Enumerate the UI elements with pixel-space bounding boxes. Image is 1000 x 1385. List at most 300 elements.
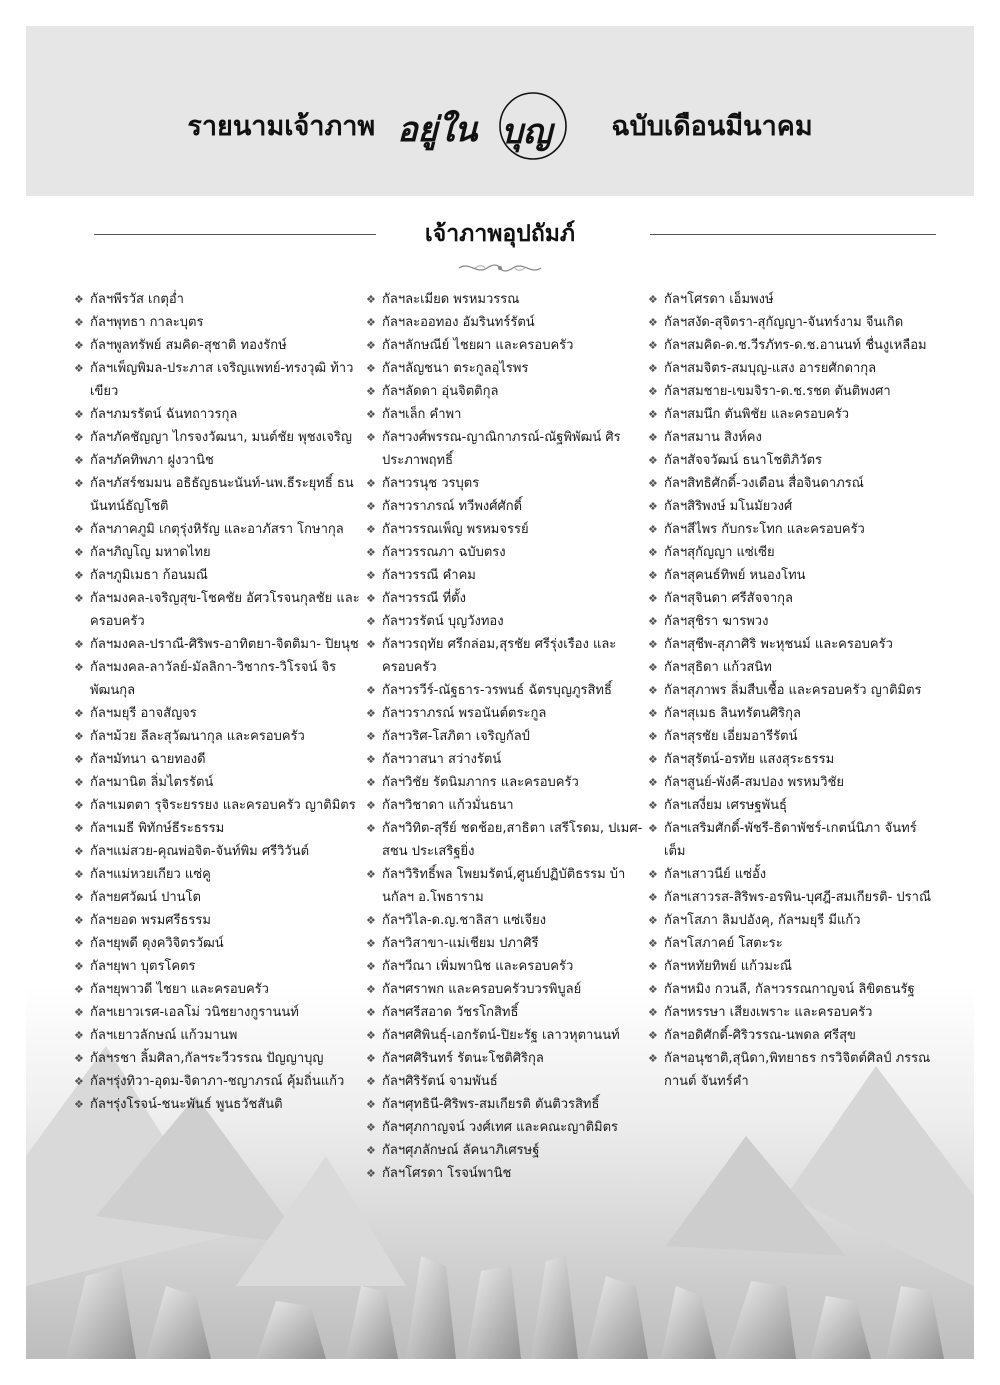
sponsor-entry <box>366 679 656 702</box>
diamond-bullet-icon: ❖ <box>366 615 376 628</box>
sponsor-entry <box>366 794 656 817</box>
title-right: ฉบับเดือนมีนาคม <box>611 110 813 142</box>
sponsor-name: กัลฯละออทอง อัมรินทร์รัตน์ <box>382 315 535 330</box>
sponsor-name: กัลฯแม่สวย-คุณพ่อจิต-จันท์พิม ศรีวิวันต์ <box>90 844 310 859</box>
sponsor-entry <box>648 1024 938 1047</box>
diamond-bullet-icon: ❖ <box>74 868 84 881</box>
page-frame <box>26 26 974 1359</box>
sponsor-name: กัลฯศุทธินี-ศิริพร-สมเกียรติ ตันติวรสิทธิ์ <box>382 1097 600 1112</box>
diamond-bullet-icon: ❖ <box>366 707 376 720</box>
sponsor-entry <box>366 1093 656 1116</box>
sponsor-name: กัลฯสุเมธ ลินทรัตนศิริกุล <box>664 706 801 721</box>
diamond-bullet-icon: ❖ <box>74 707 84 720</box>
sponsor-entry <box>648 932 938 955</box>
sponsor-entry <box>74 863 364 886</box>
sponsor-name: กัลฯวรนุช วรบุตร <box>382 476 480 491</box>
diamond-bullet-icon: ❖ <box>74 546 84 559</box>
sponsor-entry <box>648 426 938 449</box>
sponsor-name: กัลฯมยุรี อาจสัญจร <box>90 706 197 721</box>
diamond-bullet-icon: ❖ <box>74 1098 84 1111</box>
diamond-bullet-icon: ❖ <box>366 684 376 697</box>
sponsor-column-3 <box>648 288 938 1093</box>
sponsor-name: กัลฯศิริรัตน์ จามพันธ์ <box>382 1074 498 1089</box>
diamond-bullet-icon: ❖ <box>74 822 84 835</box>
sponsor-name: กัลฯภาคภูมิ เกตุรุ่งหิรัญ และอาภัสรา โกษากุล <box>90 522 344 537</box>
sponsor-entry <box>648 357 938 380</box>
sponsor-name: กัลฯเมตตา รุจิระยรรยง และครอบครัว ญาติมิตร <box>90 798 356 813</box>
sponsor-name: กัลฯลักษณีย์ ไชยผา และครอบครัว <box>382 338 574 353</box>
diamond-bullet-icon: ❖ <box>74 638 84 651</box>
diamond-bullet-icon: ❖ <box>648 615 658 628</box>
diamond-bullet-icon: ❖ <box>366 362 376 375</box>
diamond-bullet-icon: ❖ <box>366 500 376 513</box>
diamond-bullet-icon: ❖ <box>366 1029 376 1042</box>
sponsor-name: กัลฯเสาวนีย์ แซ่อั้ง <box>664 867 767 882</box>
sponsor-name: กัลฯวิชาดา แก้วมั่นธนา <box>382 798 514 813</box>
sponsor-entry <box>366 1047 656 1070</box>
sponsor-entry <box>366 1162 656 1185</box>
diamond-bullet-icon: ❖ <box>366 546 376 559</box>
diamond-bullet-icon: ❖ <box>648 454 658 467</box>
sponsor-name: กัลฯวิทิต-สุรีย์ ชดช้อย,สาธิตา เสรีโรดม, ปเมศ-สชน ประเสริฐยิ่ง <box>382 821 643 859</box>
sponsor-name: กัลฯวรรณภา ฉบับตรง <box>382 545 506 560</box>
diamond-bullet-icon: ❖ <box>648 753 658 766</box>
diamond-bullet-icon: ❖ <box>366 730 376 743</box>
sponsor-name: กัลฯหรรษา เสียงเพราะ และครอบครัว <box>664 1005 873 1020</box>
diamond-bullet-icon: ❖ <box>74 592 84 605</box>
sponsor-name: กัลฯวราภรณ์ พรอนันต์ตระกูล <box>382 706 547 721</box>
diamond-bullet-icon: ❖ <box>74 776 84 789</box>
diamond-bullet-icon: ❖ <box>648 937 658 950</box>
diamond-bullet-icon: ❖ <box>648 684 658 697</box>
sponsor-entry <box>648 495 938 518</box>
sponsor-name: กัลฯสมคิด-ด.ช.วีรภัทร-ด.ช.อานนท์ ชื่นงูเหลือม <box>664 338 927 353</box>
sponsor-entry <box>74 426 364 449</box>
sponsor-entry <box>366 1070 656 1093</box>
sponsor-entry <box>74 1047 364 1070</box>
diamond-bullet-icon: ❖ <box>74 799 84 812</box>
sponsor-name: กัลฯวรรัตน์ บุญวังทอง <box>382 614 504 629</box>
sponsor-entry <box>74 748 364 771</box>
diamond-bullet-icon: ❖ <box>366 385 376 398</box>
sponsor-entry <box>74 794 364 817</box>
sponsor-entry <box>648 863 938 886</box>
sponsor-name: กัลฯสุคนธ์ทิพย์ หนองโทน <box>664 568 806 583</box>
diamond-bullet-icon: ❖ <box>648 592 658 605</box>
diamond-bullet-icon: ❖ <box>366 1006 376 1019</box>
section-heading-text: เจ้าภาพอุปถัมภ์ <box>424 221 576 247</box>
diamond-bullet-icon: ❖ <box>74 845 84 858</box>
sponsor-name: กัลฯแม่หวยเกียว แซ่คู <box>90 867 211 882</box>
sponsor-name: กัลฯรชา ลิ้มศิลา,กัลฯระวีวรรณ ปัญญาบุญ <box>90 1051 324 1066</box>
diamond-bullet-icon: ❖ <box>648 661 658 674</box>
sponsor-name: กัลฯยุพาวดี ไชยา และครอบครัว <box>90 982 269 997</box>
diamond-bullet-icon: ❖ <box>74 408 84 421</box>
sponsor-entry <box>366 702 656 725</box>
sponsor-name: กัลฯสุกัญญา แซ่เซีย <box>664 545 775 560</box>
sponsor-entry <box>74 840 364 863</box>
sponsor-entry <box>366 541 656 564</box>
diamond-bullet-icon: ❖ <box>648 1006 658 1019</box>
sponsor-entry <box>648 909 938 932</box>
sponsor-name: กัลฯสุจินดา ศรีสัจจากุล <box>664 591 793 606</box>
sponsor-entry <box>366 357 656 380</box>
sponsor-name: กัลฯศศิรินทร์ รัตนะโชติศิริกุล <box>382 1051 544 1066</box>
diamond-bullet-icon: ❖ <box>648 822 658 835</box>
diamond-bullet-icon: ❖ <box>74 477 84 490</box>
diamond-bullet-icon: ❖ <box>74 1075 84 1088</box>
diamond-bullet-icon: ❖ <box>74 983 84 996</box>
diamond-bullet-icon: ❖ <box>366 983 376 996</box>
sponsor-entry <box>74 1024 364 1047</box>
sponsor-name: กัลฯโศรดา เอ็มพงษ์ <box>664 292 774 307</box>
sponsor-name: กัลฯลัญชนา ตระกูลอุไรพร <box>382 361 529 376</box>
diamond-bullet-icon: ❖ <box>648 569 658 582</box>
sponsor-name: กัลฯมงคล-ลาวัลย์-มัลลิกา-วิชากร-วิโรจน์ จิรพัฒนกุล <box>90 660 337 698</box>
diamond-bullet-icon: ❖ <box>648 960 658 973</box>
sponsor-entry <box>74 357 364 403</box>
sponsor-name: กัลฯวรรณี คำคม <box>382 568 476 583</box>
sponsor-entry <box>648 702 938 725</box>
sponsor-name: กัลฯวรวีร์-ณัฐธาร-วรพนธ์ ฉัตรบุญภูรสิทธิ์ <box>382 683 612 698</box>
sponsor-name: กัลฯเยาวลักษณ์ แก้วมานพ <box>90 1028 238 1043</box>
diamond-bullet-icon: ❖ <box>74 316 84 329</box>
sponsor-name: กัลฯสุชิรา ฆารพวง <box>664 614 769 629</box>
sponsor-entry <box>648 794 938 817</box>
sponsor-entry <box>74 725 364 748</box>
sponsor-column-2 <box>366 288 656 1185</box>
sponsor-entry <box>366 288 656 311</box>
sponsor-entry <box>366 1116 656 1139</box>
diamond-bullet-icon: ❖ <box>366 1144 376 1157</box>
sponsor-name: กัลฯสมชาย-เขมจิรา-ด.ช.รชต ตันติพงศา <box>664 384 891 399</box>
sponsor-name: กัลฯโศรดา โรจน์พานิช <box>382 1166 512 1181</box>
sponsor-name: กัลฯเสาวรส-สิริพร-อรพิน-บุศฎี-สมเกียรติ- ปราณี <box>664 890 932 905</box>
sponsor-entry <box>366 771 656 794</box>
diamond-bullet-icon: ❖ <box>648 408 658 421</box>
sponsor-entry <box>366 748 656 771</box>
sponsor-entry <box>74 978 364 1001</box>
diamond-bullet-icon: ❖ <box>648 339 658 352</box>
diamond-bullet-icon: ❖ <box>648 1052 658 1065</box>
sponsor-entry <box>74 702 364 725</box>
diamond-bullet-icon: ❖ <box>366 408 376 421</box>
sponsor-entry <box>74 909 364 932</box>
diamond-bullet-icon: ❖ <box>366 822 376 835</box>
diamond-bullet-icon: ❖ <box>366 316 376 329</box>
sponsor-entry <box>648 564 938 587</box>
logo-text-b: บุญ <box>501 112 552 152</box>
diamond-bullet-icon: ❖ <box>648 868 658 881</box>
sponsor-name: กัลฯภิญโญ มหาดไทย <box>90 545 211 560</box>
section-heading <box>26 212 974 256</box>
diamond-bullet-icon: ❖ <box>366 638 376 651</box>
sponsor-column-1 <box>74 288 364 1116</box>
sponsor-name: กัลฯวาสนา สว่างรัตน์ <box>382 752 502 767</box>
sponsor-name: กัลฯเสงี่ยม เศรษฐพันธุ์ <box>664 798 787 813</box>
diamond-bullet-icon: ❖ <box>366 293 376 306</box>
title-left: รายนามเจ้าภาพ <box>187 110 376 142</box>
sponsor-entry <box>74 932 364 955</box>
diamond-bullet-icon: ❖ <box>648 1029 658 1042</box>
diamond-bullet-icon: ❖ <box>74 730 84 743</box>
sponsor-entry <box>74 817 364 840</box>
sponsor-entry <box>366 932 656 955</box>
header-title <box>26 90 974 160</box>
diamond-bullet-icon: ❖ <box>366 1075 376 1088</box>
diamond-bullet-icon: ❖ <box>74 293 84 306</box>
scroll-ornament-icon <box>455 260 545 276</box>
sponsor-name: กัลฯวงศ์พรรณ-ญาณิกาภรณ์-ณัฐพิพัฒน์ ศิรประภาพฤทธิ์ <box>382 430 621 468</box>
sponsor-name: กัลฯภูมิเมธา ก้อนมณี <box>90 568 208 583</box>
sponsor-entry <box>648 610 938 633</box>
sponsor-entry <box>648 380 938 403</box>
sponsor-name: กัลฯศรีสอาด วัชรโกสิทธิ์ <box>382 1005 519 1020</box>
sponsor-entry <box>366 955 656 978</box>
sponsor-entry <box>648 978 938 1001</box>
sponsor-entry <box>366 610 656 633</box>
diamond-bullet-icon: ❖ <box>648 983 658 996</box>
magazine-logo <box>393 90 593 160</box>
sponsor-name: กัลฯมงคล-ปราณี-ศิริพร-อาทิตยา-จิตติมา- ปิยนุช <box>90 637 359 652</box>
heading-rule-left <box>94 234 376 235</box>
sponsor-name: กัลฯสัจจวัฒน์ ธนาโชติภิวัตร <box>664 453 823 468</box>
sponsor-entry <box>648 472 938 495</box>
diamond-bullet-icon: ❖ <box>74 960 84 973</box>
diamond-bullet-icon: ❖ <box>648 776 658 789</box>
sponsor-name: กัลฯโสภาคย์ โสตะระ <box>664 936 783 951</box>
sponsor-name: กัลฯสุภาพร ลิ่มสืบเชื้อ และครอบครัว ญาติมิตร <box>664 683 922 698</box>
diamond-bullet-icon: ❖ <box>74 914 84 927</box>
sponsor-entry <box>366 403 656 426</box>
sponsor-name: กัลฯยุพดี ตุงควิจิตรวัฒน์ <box>90 936 224 951</box>
sponsor-entry <box>74 288 364 311</box>
sponsor-entry <box>366 909 656 932</box>
logo-text-a: อยู่ใน <box>397 110 478 150</box>
sponsor-entry <box>648 817 938 863</box>
diamond-bullet-icon: ❖ <box>648 293 658 306</box>
sponsor-entry <box>648 725 938 748</box>
diamond-bullet-icon: ❖ <box>74 431 84 444</box>
diamond-bullet-icon: ❖ <box>366 753 376 766</box>
sponsor-name: กัลฯม้วย ลีละสุวัฒนากุล และครอบครัว <box>90 729 305 744</box>
diamond-bullet-icon: ❖ <box>366 960 376 973</box>
diamond-bullet-icon: ❖ <box>648 730 658 743</box>
diamond-bullet-icon: ❖ <box>366 937 376 950</box>
sponsor-name: กัลฯรุ่งทิวา-อุดม-จิดาภา-ชญาภรณ์ คุ้มถิ่นแก้ว <box>90 1074 345 1089</box>
sponsor-entry <box>366 426 656 472</box>
diamond-bullet-icon: ❖ <box>74 1006 84 1019</box>
sponsor-name: กัลฯเพ็ญพิมล-ประภาส เจริญแพทย์-ทรงวุฒิ ท้าวเขียว <box>90 361 354 399</box>
sponsor-name: กัลฯศศิพินธุ์-เอกรัตน์-ปิยะรัฐ เลาวหุตานนท์ <box>382 1028 620 1043</box>
diamond-bullet-icon: ❖ <box>648 799 658 812</box>
sponsor-name: กัลฯวิสาขา-แม่เชียม ปภาศิรี <box>382 936 539 951</box>
sponsor-entry <box>648 748 938 771</box>
diamond-bullet-icon: ❖ <box>366 592 376 605</box>
sponsor-name: กัลฯเสริมศักดิ์-พัชรี-ธิดาพัชร์-เกตน์นิภา จันทร์เต็ม <box>664 821 917 859</box>
sponsor-name: กัลฯพุทธา กาละบุตร <box>90 315 204 330</box>
sponsor-columns <box>74 288 954 1188</box>
diamond-bullet-icon: ❖ <box>74 891 84 904</box>
sponsor-name: กัลฯศุภลักษณ์ ลัคนาภิเศรษฐ์ <box>382 1143 540 1158</box>
sponsor-entry <box>648 449 938 472</box>
sponsor-entry <box>366 518 656 541</box>
sponsor-name: กัลฯวิริทธิ์พล โพยมรัตน์,ศูนย์ปฏิบัติธรรม บ้านกัลฯ อ.โพธาราม <box>382 867 626 905</box>
diamond-bullet-icon: ❖ <box>74 362 84 375</box>
sponsor-name: กัลฯวรฤทัย ศรีกล่อม,สุรชัย ศรีรุ่งเรือง และครอบครัว <box>382 637 617 675</box>
sponsor-entry <box>648 587 938 610</box>
sponsor-entry <box>366 587 656 610</box>
sponsor-entry <box>366 1139 656 1162</box>
sponsor-entry <box>74 564 364 587</box>
sponsor-name: กัลฯเล็ก คำพา <box>382 407 462 422</box>
diamond-bullet-icon: ❖ <box>648 431 658 444</box>
sponsor-name: กัลฯรุ่งโรจน์-ชนะพันธ์ พูนธวัชสันติ <box>90 1097 283 1112</box>
sponsor-entry <box>366 380 656 403</box>
sponsor-name: กัลฯสุธิดา แก้วสนิท <box>664 660 772 675</box>
sponsor-entry <box>74 518 364 541</box>
diamond-bullet-icon: ❖ <box>74 1052 84 1065</box>
sponsor-name: กัลฯภัคทิพภา ฝูงวานิช <box>90 453 214 468</box>
sponsor-entry <box>366 311 656 334</box>
diamond-bullet-icon: ❖ <box>648 362 658 375</box>
sponsor-name: กัลฯหทัยทิพย์ แก้วมะณี <box>664 959 792 974</box>
diamond-bullet-icon: ❖ <box>366 776 376 789</box>
diamond-bullet-icon: ❖ <box>366 868 376 881</box>
sponsor-name: กัลฯสุรัตน์-อรทัย แสงสุระธรรม <box>664 752 835 767</box>
sponsor-name: กัลฯยอด พรมศรีธรรม <box>90 913 211 928</box>
diamond-bullet-icon: ❖ <box>648 500 658 513</box>
diamond-bullet-icon: ❖ <box>366 1098 376 1111</box>
sponsor-entry <box>648 1047 938 1093</box>
sponsor-entry <box>648 955 938 978</box>
diamond-bullet-icon: ❖ <box>648 891 658 904</box>
diamond-bullet-icon: ❖ <box>648 546 658 559</box>
sponsor-name: กัลฯพีรวัส เกตุอ่ำ <box>90 292 184 307</box>
sponsor-name: กัลฯสมาน สิงห์คง <box>664 430 762 445</box>
sponsor-entry <box>366 817 656 863</box>
diamond-bullet-icon: ❖ <box>366 1052 376 1065</box>
diamond-bullet-icon: ❖ <box>366 1121 376 1134</box>
sponsor-name: กัลฯภมรรัตน์ ฉันทถาวรกุล <box>90 407 238 422</box>
sponsor-name: กัลฯสิริพงษ์ มโนมัยวงศ์ <box>664 499 793 514</box>
diamond-bullet-icon: ❖ <box>366 1167 376 1180</box>
diamond-bullet-icon: ❖ <box>74 523 84 536</box>
diamond-bullet-icon: ❖ <box>74 1029 84 1042</box>
sponsor-entry <box>648 771 938 794</box>
sponsor-entry <box>74 886 364 909</box>
sponsor-name: กัลฯเยาวเรศ-เอลโม่ วนิชยางกูรานนท์ <box>90 1005 299 1020</box>
sponsor-entry <box>366 334 656 357</box>
sponsor-name: กัลฯสงัด-สุจิตรา-สุกัญญา-จันทร์งาม จีนเกิด <box>664 315 904 330</box>
sponsor-entry <box>648 1001 938 1024</box>
diamond-bullet-icon: ❖ <box>366 339 376 352</box>
sponsor-entry <box>366 472 656 495</box>
sponsor-entry <box>648 541 938 564</box>
sponsor-entry <box>648 633 938 656</box>
sponsor-name: กัลฯมัทนา ฉายทองดี <box>90 752 206 767</box>
sponsor-entry <box>74 955 364 978</box>
sponsor-name: กัลฯมานิต ลิ่มไตรรัตน์ <box>90 775 214 790</box>
diamond-bullet-icon: ❖ <box>74 339 84 352</box>
sponsor-name: กัลฯหมิง กวนลี, กัลฯวรรณกาญจน์ ลิขิตธนรัฐ <box>664 982 915 997</box>
sponsor-name: กัลฯวรรณเพ็ญ พรหมจรรย์ <box>382 522 529 537</box>
sponsor-name: กัลฯสุรชัย เอี่ยมอารีรัตน์ <box>664 729 798 744</box>
diamond-bullet-icon: ❖ <box>648 385 658 398</box>
diamond-bullet-icon: ❖ <box>366 569 376 582</box>
sponsor-entry <box>74 633 364 656</box>
sponsor-entry <box>366 1001 656 1024</box>
diamond-bullet-icon: ❖ <box>366 799 376 812</box>
sponsor-name: กัลฯอนุชาติ,สุนิดา,พิทยาธร กรวิจิตต์ศิลป์ ภรรณกานต์ จันทร์คำ <box>664 1051 931 1089</box>
sponsor-name: กัลฯศราพก และครอบครัวบวรพิบูลย์ <box>382 982 582 997</box>
sponsor-entry <box>366 564 656 587</box>
sponsor-entry <box>648 334 938 357</box>
sponsor-entry <box>648 656 938 679</box>
sponsor-entry <box>366 725 656 748</box>
sponsor-entry <box>74 403 364 426</box>
sponsor-name: กัลฯมงคล-เจริญสุข-โชคชัย อัศวโรจนกุลชัย และครอบครัว <box>90 591 360 629</box>
sponsor-name: กัลฯสีไพร กับกระโทก และครอบครัว <box>664 522 865 537</box>
sponsor-name: กัลฯวิชัย รัตนิมภากร และครอบครัว <box>382 775 579 790</box>
sponsor-name: กัลฯละเมียด พรหมวรรณ <box>382 292 520 307</box>
sponsor-name: กัลฯภัคชัญญา ไกรจงวัฒนา, มนต์ชัย พุชงเจริญ <box>90 430 352 445</box>
sponsor-entry <box>74 587 364 633</box>
sponsor-name: กัลฯยศวัฒน์ ปานโต <box>90 890 201 905</box>
sponsor-name: กัลฯสมจิตร-สมบุญ-แสง อารยศักดากุล <box>664 361 877 376</box>
diamond-bullet-icon: ❖ <box>648 914 658 927</box>
sponsor-name: กัลฯสูนย์-พังคี-สมปอง พรหมวิชัย <box>664 775 845 790</box>
sponsor-entry <box>74 656 364 702</box>
diamond-bullet-icon: ❖ <box>648 316 658 329</box>
sponsor-name: กัลฯเมธี พิทักษ์ธีระธรรม <box>90 821 225 836</box>
sponsor-entry <box>74 472 364 518</box>
diamond-bullet-icon: ❖ <box>648 707 658 720</box>
diamond-bullet-icon: ❖ <box>74 937 84 950</box>
sponsor-entry <box>74 311 364 334</box>
sponsor-entry <box>366 1024 656 1047</box>
sponsor-name: กัลฯลัดดา อุ่นจิตติกุล <box>382 384 499 399</box>
sponsor-name: กัลฯยุพา บุตรโคตร <box>90 959 196 974</box>
diamond-bullet-icon: ❖ <box>74 569 84 582</box>
diamond-bullet-icon: ❖ <box>366 914 376 927</box>
sponsor-name: กัลฯศุภกาญจน์ วงศ์เทศ และคณะญาติมิตร <box>382 1120 619 1135</box>
sponsor-name: กัลฯภัสร์ชมมน อธิธัญธนะนันท์-นพ.ธีระยุทธิ์ ธนนันทน์ธัญโชติ <box>90 476 354 514</box>
sponsor-name: กัลฯสิทธิศักดิ์-วงเดือน สื่อจินดาภรณ์ <box>664 476 864 491</box>
sponsor-entry <box>74 771 364 794</box>
sponsor-name: กัลฯอดิศักดิ์-ศิริวรรณ-นพดล ศรีสุข <box>664 1028 856 1043</box>
diamond-bullet-icon: ❖ <box>648 477 658 490</box>
sponsor-name: กัลฯสุชีพ-สุภาศิริ พะหุชนม์ และครอบครัว <box>664 637 893 652</box>
sponsor-entry <box>366 495 656 518</box>
sponsor-entry <box>74 1070 364 1093</box>
sponsor-name: กัลฯวิไล-ด.ญ.ชาลิสา แซ่เจียง <box>382 913 547 928</box>
sponsor-name: กัลฯวรรณี ที่ตั้ง <box>382 591 466 606</box>
diamond-bullet-icon: ❖ <box>366 477 376 490</box>
diamond-bullet-icon: ❖ <box>74 454 84 467</box>
diamond-bullet-icon: ❖ <box>648 638 658 651</box>
diamond-bullet-icon: ❖ <box>74 661 84 674</box>
diamond-bullet-icon: ❖ <box>74 753 84 766</box>
diamond-bullet-icon: ❖ <box>366 431 376 444</box>
sponsor-entry <box>74 541 364 564</box>
sponsor-name: กัลฯวริศ-โสภิตา เจริญกัลป์ <box>382 729 530 744</box>
sponsor-entry <box>74 1093 364 1116</box>
sponsor-name: กัลฯโสภา ลิมปอังคุ, กัลฯมยุรี มีแก้ว <box>664 913 861 928</box>
sponsor-name: กัลฯสมนึก ตันพิชัย และครอบครัว <box>664 407 850 422</box>
sponsor-entry <box>648 886 938 909</box>
sponsor-entry <box>648 288 938 311</box>
